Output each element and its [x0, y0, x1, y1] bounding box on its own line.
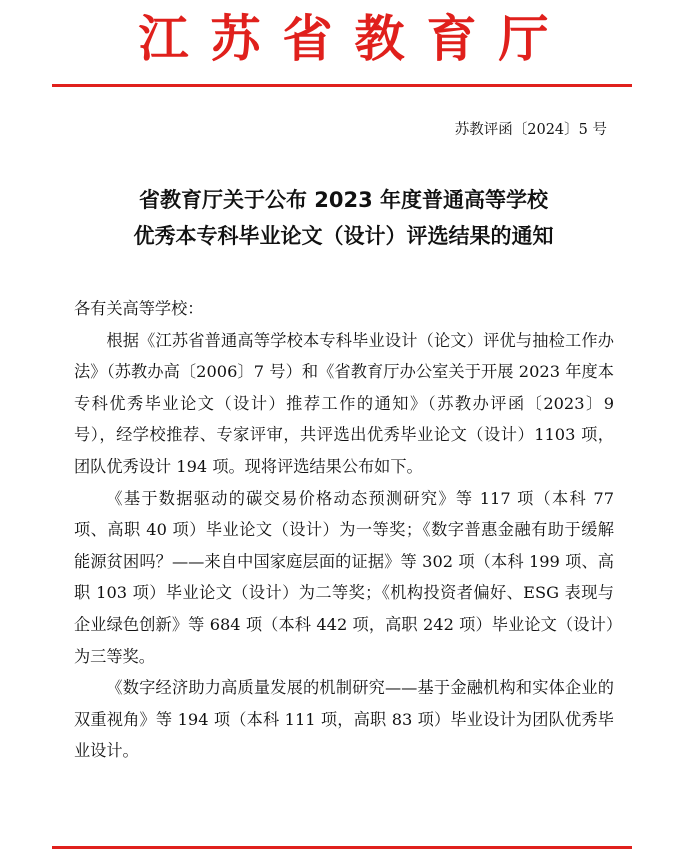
- document-title-line-1: 省教育厅关于公布 2023 年度普通高等学校: [138, 188, 549, 212]
- letterhead-red-rule: [52, 84, 632, 87]
- document-body: [74, 293, 614, 767]
- document-number: 苏教评函〔2024〕5 号: [454, 122, 607, 138]
- document-title: [40, 182, 647, 254]
- body-paragraph-1: 根据《江苏省普通高等学校本专科毕业设计（论文）评优与抽检工作办法》（苏教办高〔2006〕7 号）和《省教育厅办公室关于开展 2023 年度本专科优秀毕业论文（设计）推荐工作的通知》（苏教办评函〔2023〕9 号），经学校推荐、专家评审，共评选出优秀毕业论文（设计）1103 项，团队优秀设计 194 项。现将评选结果公布如下。: [74, 330, 614, 476]
- letterhead-org-name: 江苏省教育厅: [138, 9, 571, 68]
- document-title-line-2: 优秀本专科毕业论文（设计）评选结果的通知: [133, 224, 554, 248]
- body-paragraph-2: 《基于数据驱动的碳交易价格动态预测研究》等 117 项（本科 77 项、高职 40 项）毕业论文（设计）为一等奖；《数字普惠金融有助于缓解能源贫困吗？——来自中国家庭层面的证据》等 302 项（本科 199 项、高职 103 项）毕业论文（设计）为二等奖；《机构投资者偏好、ESG 表现与企业绿色创新》等 684 项（本科 442 项，高职 242 项）毕业论文（设计）为三等奖。: [74, 488, 614, 666]
- body-paragraph-3: 《数字经济助力高质量发展的机制研究——基于金融机构和实体企业的双重视角》等 194 项（本科 111 项，高职 83 项）毕业设计为团队优秀毕业设计。: [74, 678, 614, 761]
- footer-red-rule: [52, 846, 632, 849]
- salutation: 各有关高等学校：: [74, 299, 204, 318]
